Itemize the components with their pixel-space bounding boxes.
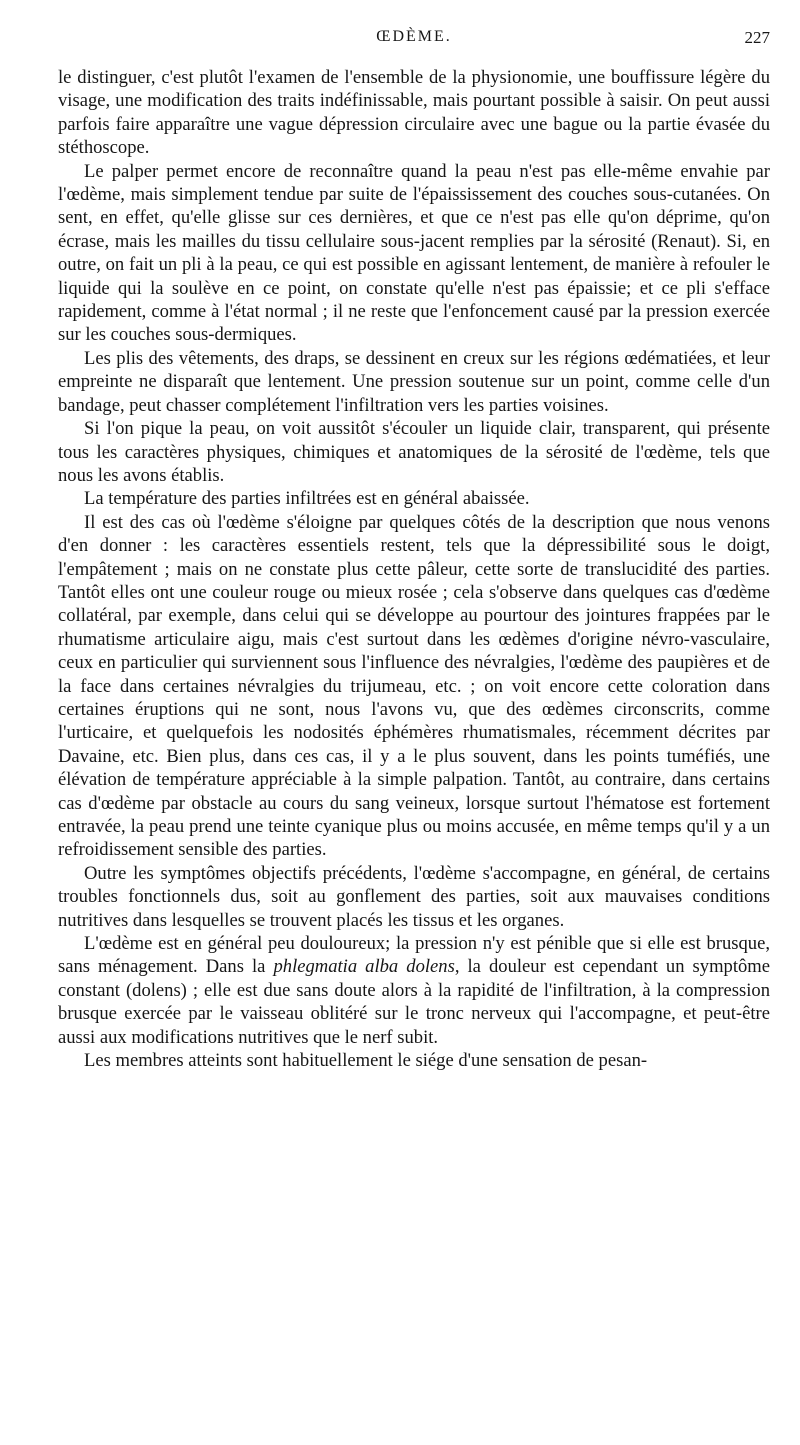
paragraph-3: Les plis des vêtements, des draps, se dessinent en creux sur les régions œdématiées, et leur empreinte ne disparaît que lentement. Une pression soutenue sur un point, comme celle d'un bandage, peut chasser complétement l'infiltration vers les parties voisines. xyxy=(58,347,770,416)
paragraph-7: Outre les symptômes objectifs précédents, l'œdème s'accompagne, en général, de certains troubles fonctionnels dus, soit au gonflement des parties, soit aux mauvaises conditions nutritives dans lesquelles se trouvent placés les tissus et les organes. xyxy=(58,862,770,931)
paragraph-8 xyxy=(58,932,770,1049)
paragraph-8-text-a: L'œdème est en général peu douloureux; la pression n'y est pénible que si elle est brusque, sans ménagement. Dans la xyxy=(58,933,770,978)
paragraph-4: Si l'on pique la peau, on voit aussitôt s'écouler un liquide clair, transparent, qui présente tous les caractères physiques, chimiques et anatomiques de la sérosité de l'œdème, tels que nous les avons établis. xyxy=(58,418,770,486)
running-head: ŒDÈME. xyxy=(376,28,452,45)
paragraph-6: Il est des cas où l'œdème s'éloigne par quelques côtés de la description que nous venons d'en donner : les caractères essentiels restent, tels que la dépressibilité sous le doigt, l'empâtement ; mais on ne constate plus cette pâleur, cette sorte de translucidité des parties. Tantôt elles ont une couleur rouge ou mieux rosée ; cela s'observe dans quelques cas d'œdème collatéral, par exemple, dans celui qui se développe au pourtour des jointures frappées par le rhumatisme articulaire aigu, mais c'est surtout dans les œdèmes d'origine névro-vasculaire, ceux en particulier qui surviennent sous l'influence des névralgies, l'œdème des paupières et de la face dans certaines névralgies du trijumeau, etc. ; on voit encore cette coloration dans certaines éruptions qui ne sont, nous l'avons vu, que des œdèmes circonscrits, comme l'urticaire, et quelquefois les nodosités éphémères rhumatismales, récemment décrites par Davaine, etc. Bien plus, dans ces cas, il y a le plus souvent, dans les points tuméfiés, une élévation de température appréciable à la simple palpation. Tantôt, au contraire, dans certains cas d'œdème par obstacle au cours du sang veineux, lorsque surtout l'hématose est fortement entravée, la peau prend une teinte cyanique plus ou moins accusée, en même temps qu'il y a un refroidissement sensible des parties. xyxy=(58,511,770,861)
paragraph-2: Le palper permet encore de reconnaître quand la peau n'est pas elle-même envahie par l'œdème, mais simplement tendue par suite de l'épaississement des couches sous-cutanées. On sent, en effet, qu'elle glisse sur ces dernières, et que ce n'est pas elle qu'on déprime, qu'on écrase, mais les mailles du tissu cellulaire sous-jacent remplies par la sérosité (Renaut). Si, en outre, on fait un pli à la peau, ce qui est possible en agissant lentement, de manière à refouler le liquide qui la soulève en ce point, on constate qu'elle n'est pas épaissie; et ce pli s'efface rapidement, comme à l'état normal ; il ne reste que l'enfoncement causé par la pression exercée sur les couches sous-dermiques. xyxy=(58,160,770,346)
page-number: 227 xyxy=(744,28,770,47)
paragraph-5: La température des parties infiltrées est en général abaissée. xyxy=(84,488,530,510)
paragraph-1: le distinguer, c'est plutôt l'examen de l'ensemble de la physionomie, une bouffissure légère du visage, une modification des traits indéfinissable, mais pourtant possible à saisir. On peut aussi parfois faire apparaître une vague dépression circulaire avec une bague ou la partie évasée du stéthoscope. xyxy=(58,67,770,159)
book-page xyxy=(58,28,770,1072)
body-text xyxy=(58,66,770,1072)
paragraph-9-start: Les membres atteints sont habituellement le siége d'une sensation de pesan- xyxy=(84,1050,648,1072)
paragraph-8-text-b: , la douleur est cependant un symptôme constant (dolens) ; elle est due sans doute alors à la rapidité de l'infiltration, à la compression brusque exercée par le vaisseau oblitéré sur le tronc nerveux qui l'accompagne, et peut-être aussi aux modifications nutritives que le nerf subit. xyxy=(58,956,771,1048)
page-header xyxy=(58,28,770,54)
paragraph-8-italic-term: phlegmatia alba dolens xyxy=(273,956,455,978)
